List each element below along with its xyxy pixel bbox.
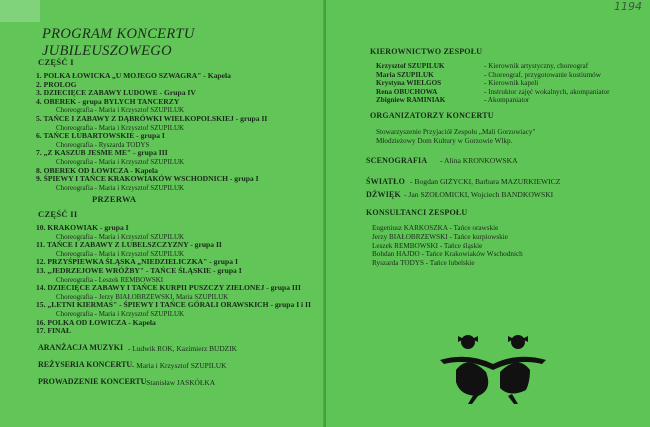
- program-item: 15. „LETNI KIERMAS" - ŚPIEWY I TAŃCE GÓRALI ORAWSKICH - grupa I i II: [36, 300, 311, 310]
- program-item-choreography: Choreografia - Maria i Krzysztof SZUPILUK: [56, 123, 185, 132]
- management-heading: KIEROWNICTWO ZESPOŁU: [370, 47, 483, 56]
- organizer-line: Młodzieżowy Dom Kultury w Gorzowie Wlkp.: [376, 137, 513, 145]
- management-role: - Choreograf, przygotowanie kostiumów: [484, 70, 601, 79]
- program-item: 13. „JEDRZEJOWE WRÓŻBY" - TAŃCE ŚLĄSKIE - grupa I: [36, 266, 242, 275]
- credit-value: - Maria i Krzysztof SZUPILUK: [132, 361, 227, 370]
- credit-value: - Ludwik ROK, Kazimierz BUDZIK: [128, 344, 237, 353]
- program-item: 7. „Z KASZUB JESME ME" - grupa III: [36, 148, 168, 158]
- credit-label: ARANŻACJA MUZYKI: [38, 343, 124, 352]
- consultant-line: Jerzy BIAŁOBRZEWSKI - Tańce kurpiowskie: [372, 232, 508, 241]
- right-page: [326, 0, 650, 427]
- program-item: 4. OBEREK - grupa BYLYCH TANCERZY: [36, 96, 180, 106]
- program-item-choreography: Choreografia - Maria i Krzysztof SZUPILUK: [56, 158, 185, 166]
- lighting-value: - Bogdan GIŻYCKI, Barbara MAZURKIEWICZ: [410, 177, 561, 186]
- credit-label: PROWADZENIE KONCERTU: [38, 377, 147, 386]
- program-item-choreography: Choreografia - Leszek REMBOWSKI: [56, 275, 164, 284]
- program-item-choreography: Choreografia - Maria i Krzysztof SZUPILUK: [56, 232, 185, 241]
- management-role: - Kierownik kapeli: [484, 79, 539, 87]
- management-name: Krzysztof SZUPILUK: [376, 62, 445, 70]
- program-item: 16. POLKA OD ŁOWICZA - Kapela: [36, 317, 156, 327]
- break-label: PRZERWA: [92, 194, 137, 204]
- program-item-choreography: Choreografia - Maria i Krzysztof SZUPILUK: [56, 183, 185, 192]
- program-item: 1. POLKA ŁOWICKA „U MOJEGO SZWAGRA" - Kapela: [36, 71, 231, 80]
- consultant-line: Ryszarda TODYS - Tańce lubelskie: [372, 259, 475, 268]
- organizer-line: Stowarzyszenie Przyjaciół Zespołu „Mali Gorzowiacy": [376, 128, 536, 136]
- management-name: Zbigniew RAMINIAK: [376, 96, 446, 104]
- scenography-value: - Alina KRONKOWSKA: [440, 156, 518, 165]
- consultant-line: Leszek REMBOWSKI - Tańce śląskie: [372, 241, 483, 250]
- organizers-heading: ORGANIZATORZY KONCERTU: [370, 111, 494, 120]
- program-item: 2. PROLOG: [36, 79, 77, 89]
- dancers-logo: [438, 330, 548, 405]
- program-item-choreography: Choreografia - Ryszarda TODYS: [56, 140, 150, 149]
- lighting-label: ŚWIATŁO: [366, 177, 406, 186]
- management-role: - Kierownik artystyczny, choreograf: [484, 62, 589, 70]
- program-item: 5. TAŃCE I ZABAWY Z DĄBRÓWKI WIELKOPOLSKIEJ - grupa II: [36, 114, 268, 123]
- management-name: Rena OBUCHOWA: [376, 87, 438, 96]
- management-role: - Instruktor zajęć wokalnych, akompaniator: [484, 87, 610, 96]
- consultant-line: Bohdan HAJDO - Tańce Krakowiaków Wschodnich: [372, 250, 523, 259]
- scenography-label: SCENOGRAFIA: [366, 156, 428, 165]
- management-role: - Akompaniator: [484, 96, 530, 104]
- program-item: 11. TAŃCE I ZABAWY Z LUBELSZCZYZNY - grupa II: [36, 240, 222, 250]
- management-name: Krystyna WIELGOS: [376, 79, 442, 87]
- program-item-choreography: Choreografia - Maria i Krzysztof SZUPILUK: [56, 106, 185, 115]
- consultants-heading: KONSULTANCI ZESPOŁU: [366, 208, 468, 217]
- program-item: 8. OBEREK OD ŁOWICZA - Kapela: [36, 165, 158, 175]
- part1-heading: CZĘŚĆ I: [38, 57, 74, 67]
- handwritten-number: 1194: [614, 0, 642, 13]
- program-item: 17. FINAŁ: [36, 326, 72, 336]
- program-item-choreography: Choreografia - Maria i Krzysztof SZUPILUK: [56, 249, 185, 258]
- consultant-line: Eugeniusz KARKOSZKA - Tańce orawskie: [372, 224, 499, 232]
- dancers-logo-graphic: [440, 335, 546, 404]
- paper-corner: [0, 0, 40, 22]
- program-item-choreography: Choreografia - Jerzy BIAŁOBRZEWSKI, Maria SZUPILUK: [56, 292, 229, 301]
- sound-label: DŹWIĘK: [366, 190, 401, 199]
- program-item: 6. TAŃCE LUBARTOWSKIE - grupa I: [36, 131, 165, 141]
- credit-label: REŻYSERIA KONCERTU: [38, 360, 133, 369]
- program-item: 10. KRAKOWIAK - grupa I: [36, 223, 129, 232]
- program-item: 14. DZIECIĘCE ZABAWY I TAŃCE KURPII PUSZCZY ZIELONEJ - grupa III: [36, 283, 301, 293]
- program-item: 3. DZIECIĘCE ZABAWY LUDOWE - Grupa IV: [36, 88, 196, 98]
- credit-value: - Stanisław JASKÓŁKA: [142, 378, 216, 387]
- sound-value: - Jan SZOŁOMICKI, Wojciech BANDKOWSKI: [404, 190, 554, 199]
- management-name: Maria SZUPILUK: [376, 70, 434, 79]
- part2-heading: CZĘŚĆ II: [38, 209, 78, 219]
- program-item-choreography: Choreografia - Maria i Krzysztof SZUPILUK: [56, 310, 185, 318]
- program-title: PROGRAM KONCERTU JUBILEUSZOWEGO: [42, 26, 195, 59]
- program-item: 9. ŚPIEWY I TAŃCE KRAKOWIAKÓW WSCHODNICH - grupa I: [36, 174, 259, 184]
- program-item: 12. PRZYŚPIEWKA ŚLĄSKA „NIEDZIELICZKA" - grupa I: [36, 257, 238, 267]
